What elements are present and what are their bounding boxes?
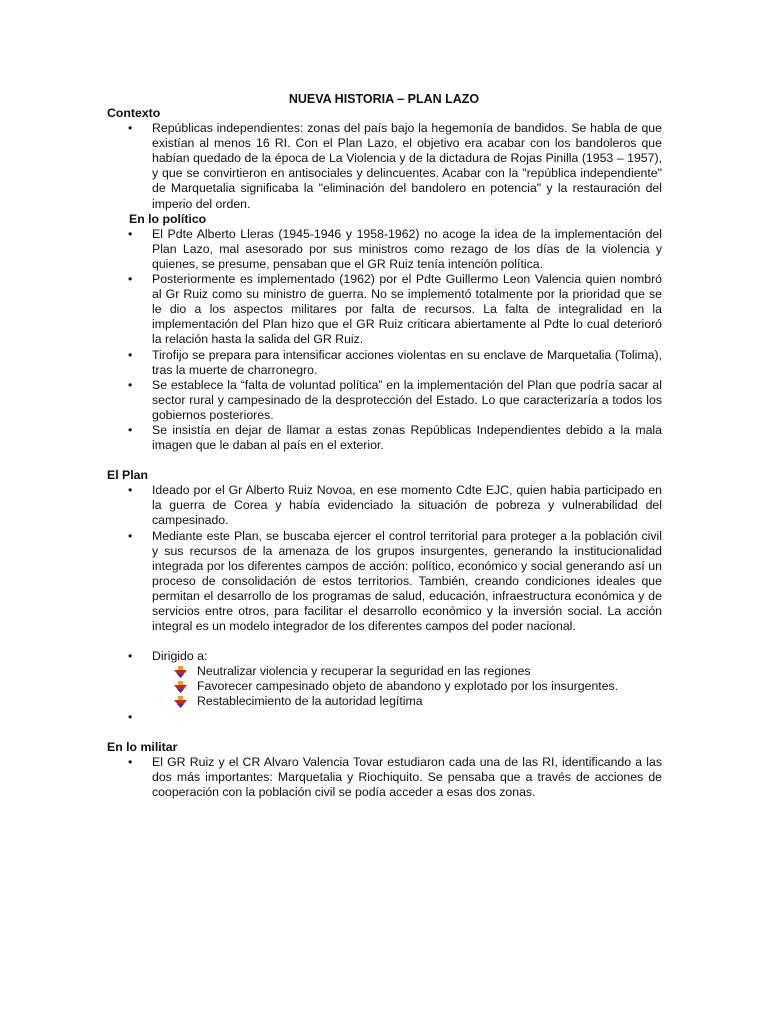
arrow-bullet-icon — [174, 681, 187, 693]
list-item: • Se establece la “falta de voluntad política” en la implementación del Plan que podría sacar al sector rural y campesinado de la desprotección del Estado. Lo que caracterizaría a todos los gobiernos posteriores. — [128, 377, 662, 422]
document-title: NUEVA HISTORIA – PLAN LAZO — [288, 92, 480, 106]
list-item: • Tirofijo se prepara para intensificar acciones violentas en su enclave de Marquetalia (Tolima), tras la muerte de charronegro. — [128, 347, 662, 377]
list-item: • El Pdte Alberto Lleras (1945-1946 y 1958-1962) no acoge la idea de la implementación del Plan Lazo, mal asesorado por sus ministros como rezago de los días de la violencia y quienes, se presume, pensaban que el GR Ruiz tenía intención política. — [128, 226, 662, 271]
bullet-icon: • — [128, 272, 133, 287]
sub-list-item: Restablecimiento de la autoridad legítima — [107, 694, 662, 709]
bullet-icon: • — [128, 347, 133, 362]
list-item-empty — [107, 710, 662, 725]
bullet-icon: • — [128, 754, 133, 769]
heading-contexto: Contexto — [107, 106, 161, 120]
document-body — [107, 106, 662, 800]
list-item: • El GR Ruiz y el CR Alvaro Valencia Tovar estudiaron cada una de las RI, identificando a las dos más importantes: Marquetalia y Riochiquito. Se pensaba que a través de acciones de cooperación con la población civil se podía acceder a esas dos zonas. — [128, 754, 662, 799]
list-item: • Posteriormente es implementado (1962) por el Pdte Guillermo Leon Valencia quien nombró al Gr Ruiz como su ministro de guerra. No se implementó totalmente por la prioridad que se le dio a los aspectos militares por falta de recursos. La falta de integralidad en la implementación del Plan hizo que el GR Ruiz criticara abiertamente al Pdte lo cual deterioró la relación hasta la salida del GR Ruiz. — [128, 272, 662, 347]
list-item: • Se insistía en dejar de llamar a estas zonas Repúblicas Independientes debido a la mala imagen que le daban al país en el exterior. — [128, 422, 662, 453]
sub-list-item: Favorecer campesinado objeto de abandono y explotado por los insurgentes. — [107, 679, 662, 694]
list-empty — [107, 710, 662, 725]
list-el-plan — [107, 483, 662, 634]
sublist-objetivos — [107, 664, 662, 709]
bullet-icon: • — [128, 121, 133, 136]
list-item: • Mediante este Plan, se buscaba ejercer el control territorial para proteger a la población civil y sus recursos de la amenaza de los grupos insurgentes, generando la institucionalidad integrada por los diferentes campos de acción: político, económico y social generando así un proceso de consolidación de estos territorios. También, creando condiciones ideales que permitan el desarrollo de los programas de salud, educación, infraestructura económica y de servicios entre otros, para facilitar el desarrollo económico y la inversión social. La acción integral es un modelo integrador de los diferentes campos del poder nacional. — [128, 528, 662, 634]
list-item: • Ideado por el Gr Alberto Ruiz Novoa, en ese momento Cdte EJC, quien habia participado en la guerra de Corea y había evidenciado la situación de pobreza y vulnerabilidad del campesinado. — [128, 483, 662, 528]
list-item: • Repúblicas independientes: zonas del país bajo la hegemonía de bandidos. Se habla de que existían al menos 16 RI. Con el Plan Lazo, el objetivo era acabar con los bandoleros que habían quedado de la época de La Violencia y de la dictadura de Rojas Pinilla (1953 – 1957), y que se convirtieron en antisociales y delincuentes. Acabar con la "república independiente" de Marquetalia significaba la "eliminación del bandolero en potencia" y la restauración del imperio del orden. — [128, 121, 662, 211]
bullet-icon: • — [128, 483, 133, 498]
bullet-icon: • — [128, 226, 133, 241]
list-contexto — [107, 121, 662, 212]
sub-list-item: Neutralizar violencia y recuperar la seguridad en las regiones — [107, 664, 662, 679]
bullet-icon: • — [128, 709, 133, 724]
heading-politico: En lo político — [129, 211, 207, 226]
list-item: • Dirigido a: — [128, 649, 208, 664]
list-dirigido — [107, 649, 662, 664]
arrow-bullet-icon — [174, 696, 187, 708]
list-militar — [107, 755, 662, 800]
list-politico — [107, 227, 662, 453]
bullet-icon: • — [128, 422, 133, 437]
heading-militar: En lo militar — [107, 739, 178, 754]
heading-el-plan: El Plan — [107, 468, 149, 483]
bullet-icon: • — [128, 649, 133, 664]
bullet-icon: • — [128, 377, 133, 392]
bullet-icon: • — [128, 528, 133, 543]
arrow-bullet-icon — [174, 666, 187, 678]
